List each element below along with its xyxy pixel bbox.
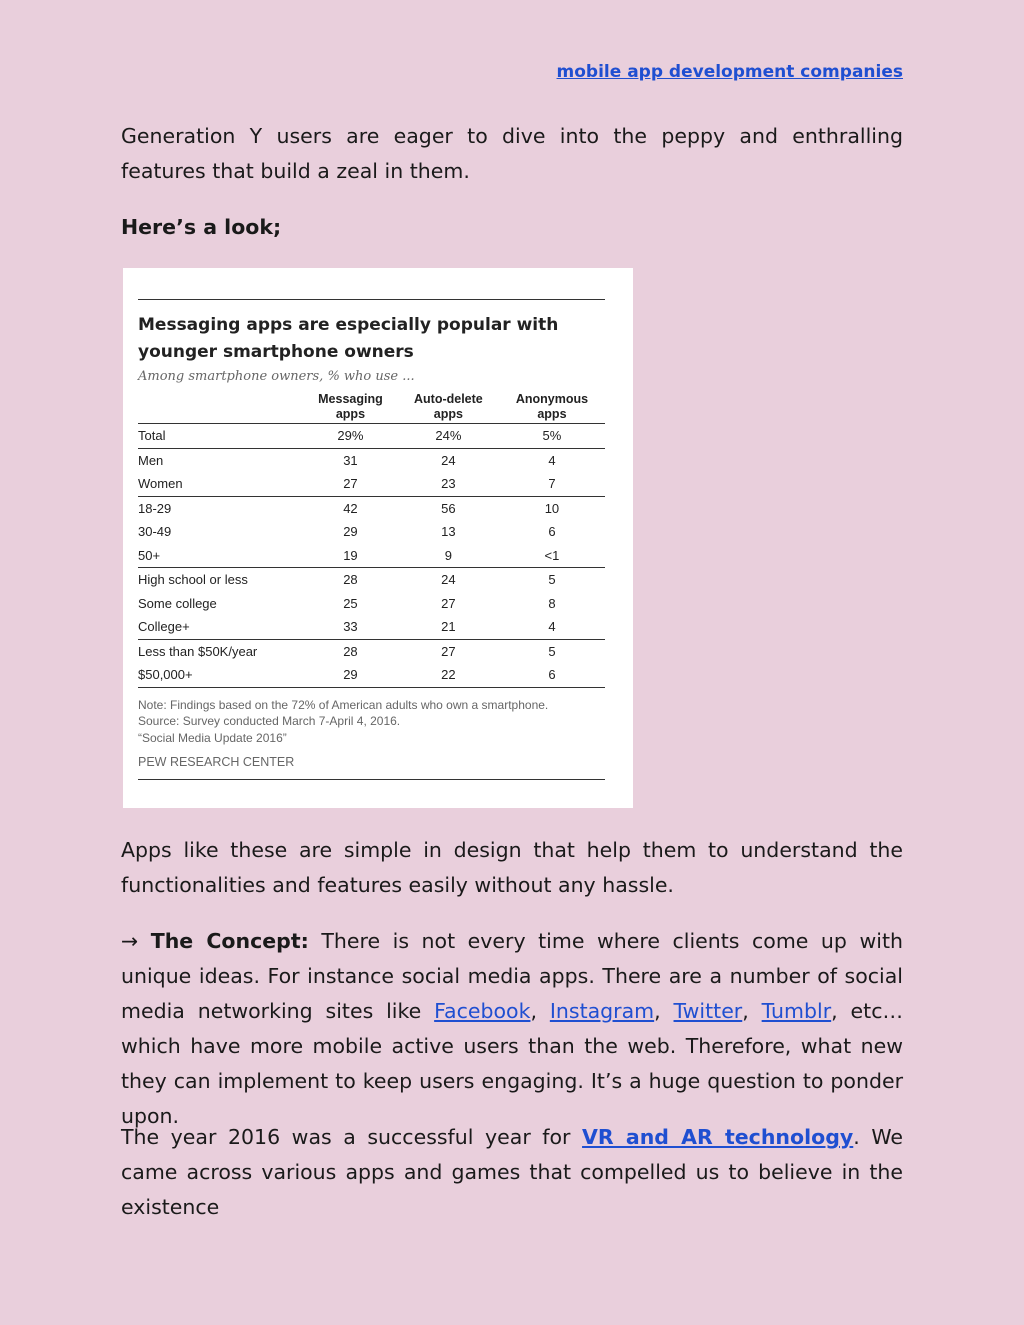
row-label: 30-49 [138,524,172,540]
cell-value: 9 [398,544,499,568]
column-header-messaging [303,392,398,424]
cell-value: 29 [303,663,398,687]
column-header-line: apps [537,407,567,421]
column-header-line: apps [335,407,366,421]
cell-value: <1 [499,544,605,568]
row-label: Women [138,472,303,496]
cell-value: 42 [343,500,358,516]
cell-value: 7 [499,472,605,496]
concept-paragraph: → The Concept: There is not every time where clients come up with unique ideas. For instance social media apps. There are a number of social media networking sites like Facebook, Instagram, Twitter, Tumblr, etc… which have more mobile active users than the web. Therefore, what new they can implement to keep users engaging. It’s a huge question to ponder upon. [121,929,903,1128]
cell-value: 29% [303,424,398,449]
cell-value: 6 [499,663,605,687]
figure-org-credit: PEW RESEARCH CENTER [138,755,295,769]
row-label: High school or less [138,572,248,588]
cell-value: 19 [303,544,398,568]
figure-title-line-1: Messaging apps are especially popular with [138,315,559,335]
figure-title-line-2: younger smartphone owners [138,342,414,362]
cell-value: 33 [303,615,398,639]
section-heading: Here’s a look; [121,215,282,239]
design-paragraph: Apps like these are simple in design that help them to understand the functionalities and features easily without any hassle. [121,838,903,897]
vr-ar-link[interactable]: VR and AR technology [582,1125,854,1149]
figure-source: Source: Survey conducted March 7-April 4, 2016. [138,714,401,728]
concept-text-end: , etc… which have more mobile active users than the web. Therefore, what new they can implement to keep users engaging. It’s a huge question to ponder upon. [121,999,903,1128]
header-link[interactable]: mobile app development companies [556,62,903,82]
column-header-line: Messaging [318,392,383,406]
table-row [138,424,605,449]
tumblr-link[interactable]: Tumblr [761,999,832,1023]
column-header-line: Anonymous [515,392,589,406]
cell-value: 5% [499,424,605,449]
cell-value: 13 [441,524,456,540]
cell-value: 28 [343,572,358,588]
figure-report: “Social Media Update 2016” [138,730,287,745]
row-label: 50+ [138,544,303,568]
survey-table [138,392,605,688]
figure-subtitle: Among smartphone owners, % who use ... [138,369,415,384]
concept-label: The Concept: [150,929,309,953]
survey-figure [123,268,633,808]
cell-value: 21 [398,615,499,639]
cell-value: 24% [398,424,499,449]
cell-value: 24 [441,452,456,468]
cell-value: 22 [398,663,499,687]
row-label: Total [138,424,303,449]
arrow-glyph: → [121,929,139,953]
row-label: College+ [138,615,303,639]
cell-value: 27 [441,595,456,611]
table-row [138,520,605,544]
cell-value: 5 [548,643,556,659]
cell-value: 10 [544,500,560,516]
cell-value: 28 [343,643,358,659]
cell-value: 56 [441,500,456,516]
figure-note: Note: Findings based on the 72% of American adults who own a smartphone. [138,697,549,712]
table-header-row [138,392,605,424]
cell-value: 5 [548,572,556,588]
intro-paragraph: Generation Y users are eager to dive into the peppy and enthralling features that build a zeal in them. [121,124,903,183]
cell-value: 29 [343,524,358,540]
cell-value: 27 [441,643,456,659]
row-label: Less than $50K/year [138,643,258,659]
cell-value: 31 [343,452,358,468]
row-label: Men [138,452,164,468]
table-row [138,592,605,616]
cell-value: 24 [441,572,456,588]
cell-value: 4 [499,615,605,639]
twitter-link[interactable]: Twitter [673,999,743,1023]
cell-value: 6 [548,524,556,540]
figure-bottom-rule [138,779,605,780]
table-row [138,448,605,472]
figure-top-rule [138,299,605,300]
table-row [138,472,605,496]
column-header-auto-delete [398,392,499,424]
vr-text: The year 2016 was a successful year for [121,1125,583,1149]
vr-text-end: . We came across various apps and games that compelled us to believe in the existence [121,1125,903,1219]
column-header-anonymous [499,392,605,424]
cell-value: 27 [303,472,398,496]
figure-title [138,312,605,366]
table-row [138,639,605,663]
cell-value: 4 [548,452,556,468]
facebook-link[interactable]: Facebook [434,999,531,1023]
concept-text: There is not every time where clients come up with unique ideas. For instance social media apps. There are a number of social media networking sites like [121,929,903,1023]
table-row [138,663,605,687]
cell-value: 23 [398,472,499,496]
cell-value: 8 [548,595,556,611]
column-header-line: Auto-delete [414,392,483,406]
table-row [138,496,605,520]
table-row [138,615,605,639]
row-label: $50,000+ [138,663,303,687]
row-label: 18-29 [138,500,172,516]
table-row [138,568,605,592]
table-row [138,544,605,568]
vr-paragraph [121,1120,903,1225]
column-header-line: apps [433,407,463,421]
cell-value: 25 [343,595,358,611]
row-label: Some college [138,595,217,611]
figure-notes [138,697,605,747]
instagram-link[interactable]: Instagram [549,999,655,1023]
header-blank [138,392,303,424]
